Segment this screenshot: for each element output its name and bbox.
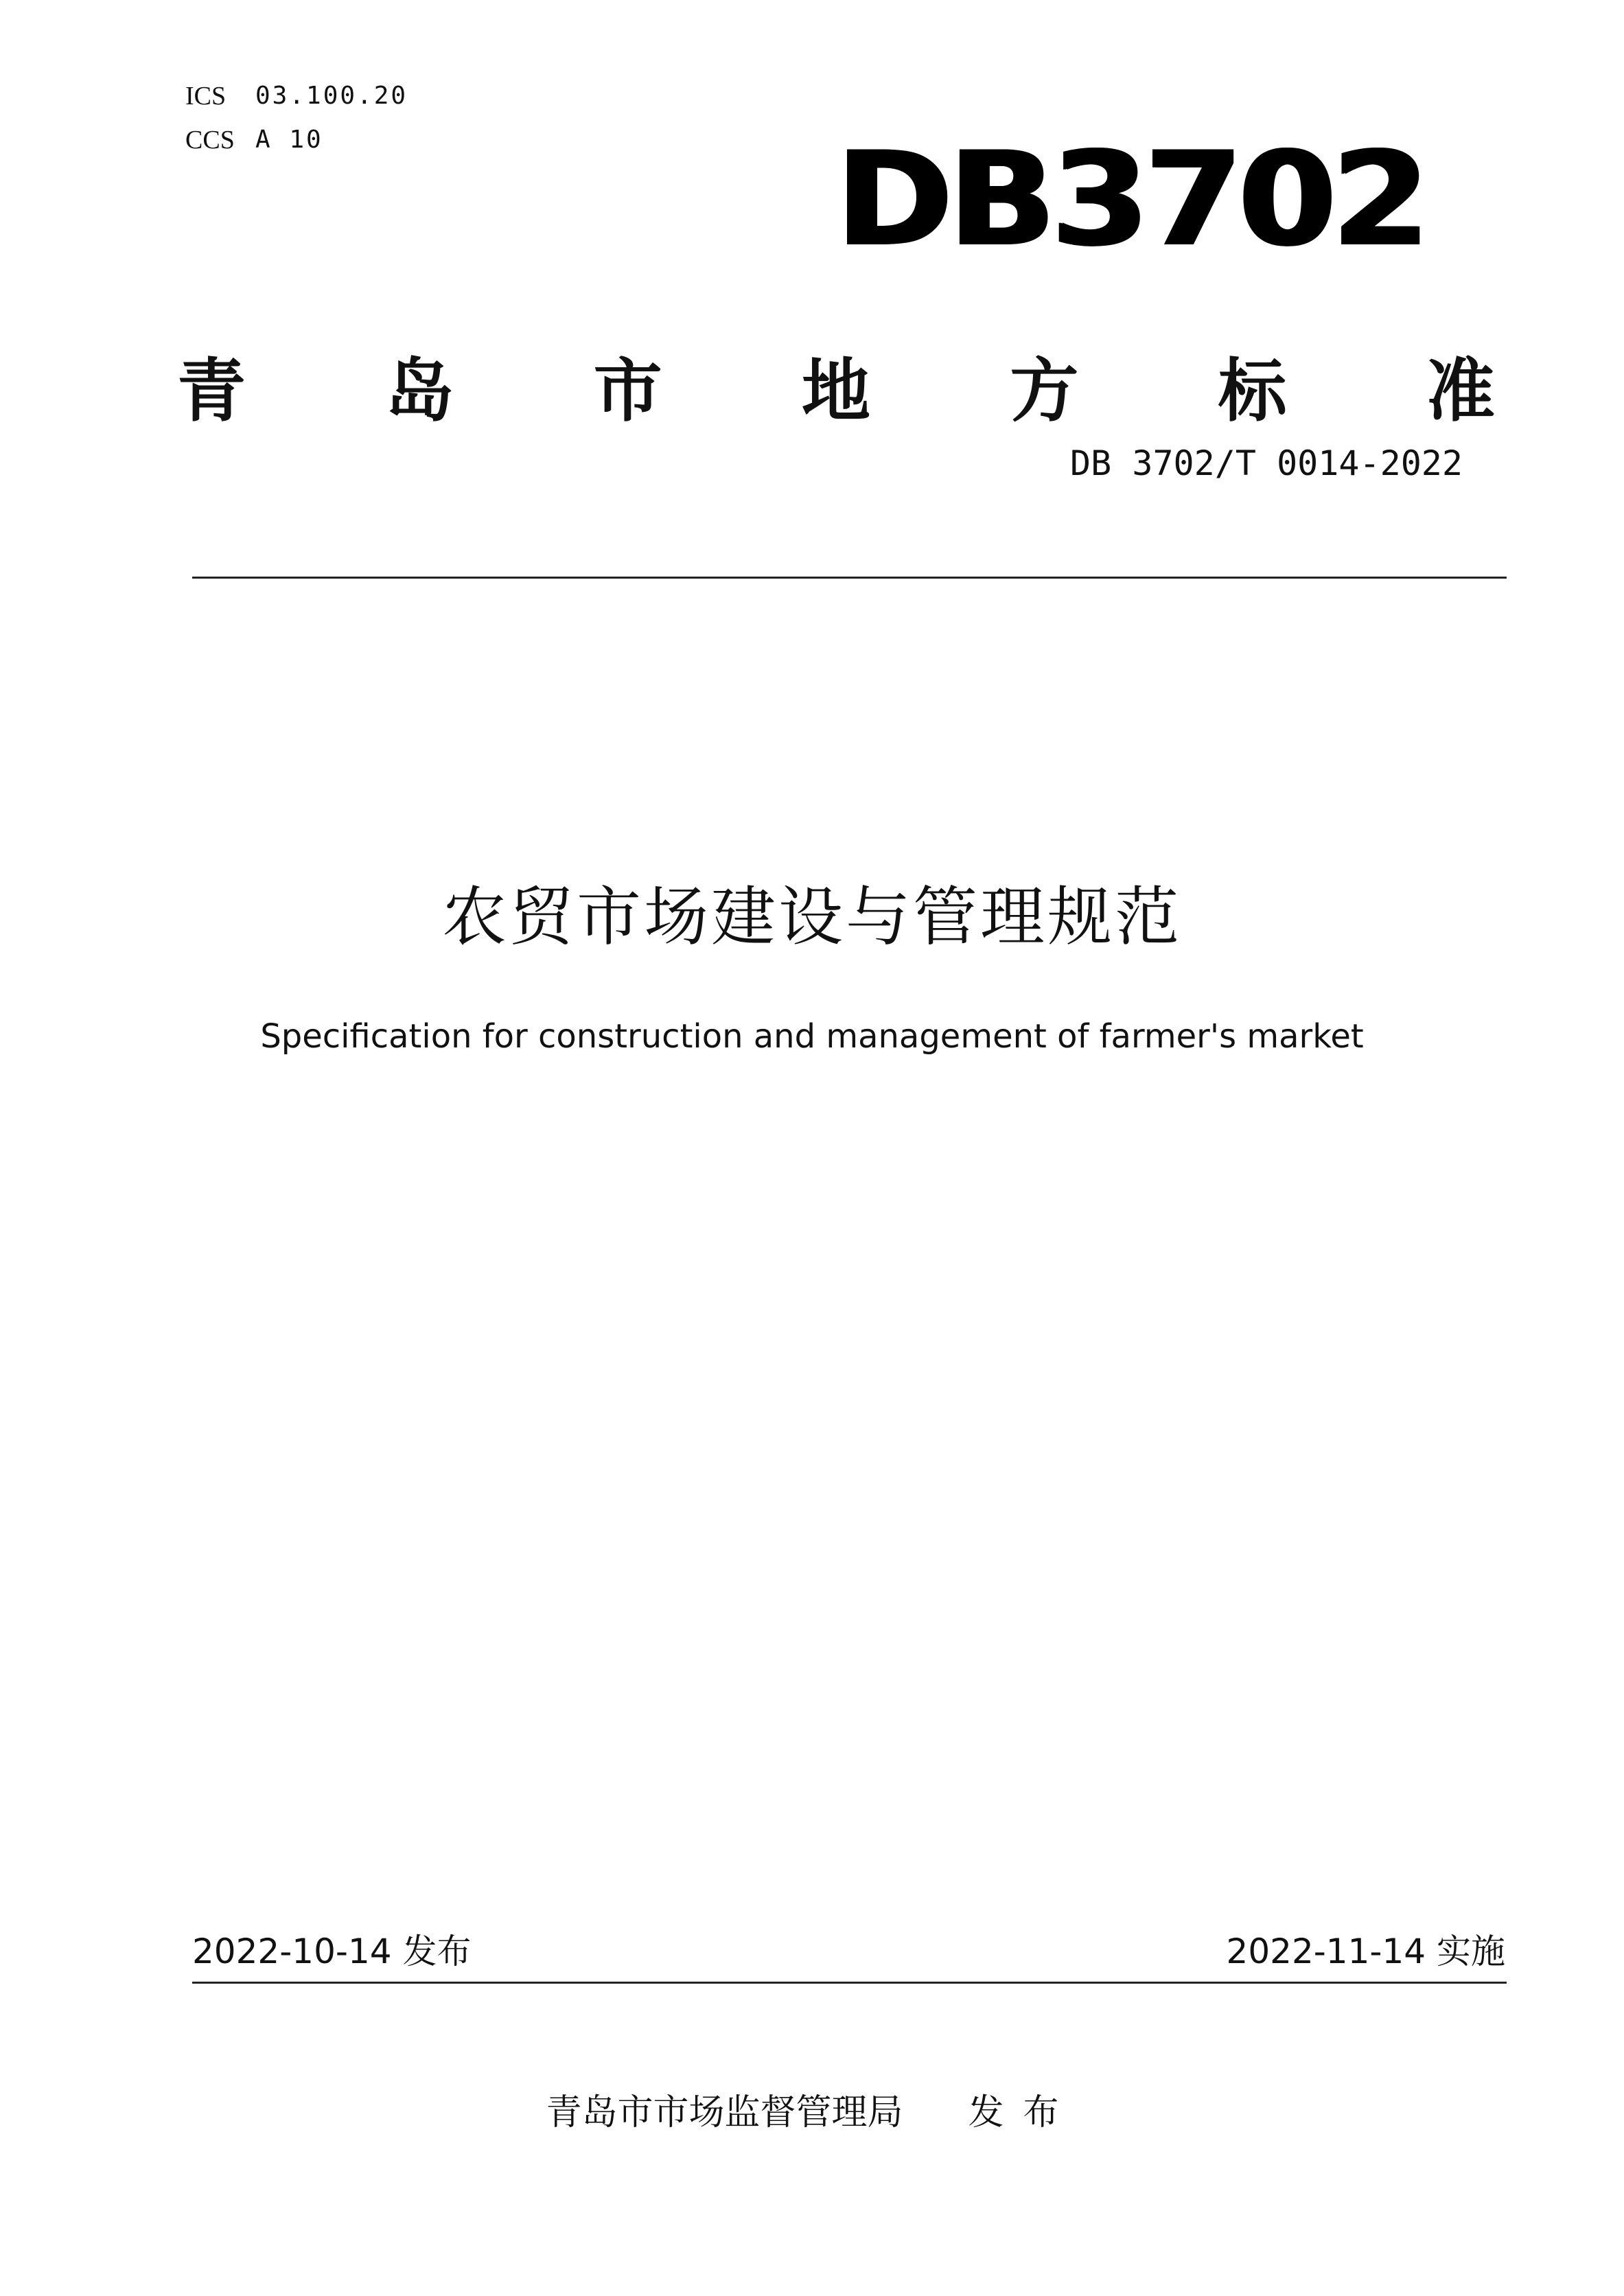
ics-code: 03.100.20 <box>255 82 408 110</box>
standard-type-char: 岛 <box>385 351 454 431</box>
effective-date: 2022-11-14 实施 <box>1226 1932 1505 1971</box>
publisher-name: 青岛市市场监督管理局 <box>546 2092 903 2133</box>
issue-date: 2022-10-14 发布 <box>192 1932 472 1971</box>
ccs-label: CCS <box>185 126 235 154</box>
standard-type-char: 方 <box>1010 351 1079 431</box>
standard-type-char: 市 <box>593 351 662 431</box>
document-title-english: Specification for construction and management of farmer's market <box>260 1017 1364 1056</box>
standard-type-char: 青 <box>177 351 246 431</box>
header-divider <box>192 577 1507 579</box>
standard-type-char: 标 <box>1218 351 1287 431</box>
standard-type-char: 地 <box>801 351 870 431</box>
publisher-line <box>0 2092 1624 2133</box>
footer-divider <box>192 1982 1507 1984</box>
db-logo: DB3702 <box>835 124 1425 275</box>
ics-label: ICS <box>185 82 227 111</box>
classification-block <box>185 74 408 162</box>
document-title-chinese: 农贸市场建设与管理规范 <box>441 880 1182 955</box>
standard-type-char: 准 <box>1426 351 1495 431</box>
standard-number: DB 3702/T 0014-2022 <box>1070 443 1463 483</box>
publisher-action: 发布 <box>968 2092 1078 2133</box>
ics-row <box>185 74 408 118</box>
ccs-code: A 10 <box>255 126 323 154</box>
standard-type-heading <box>177 351 1495 431</box>
ccs-row <box>185 118 408 162</box>
